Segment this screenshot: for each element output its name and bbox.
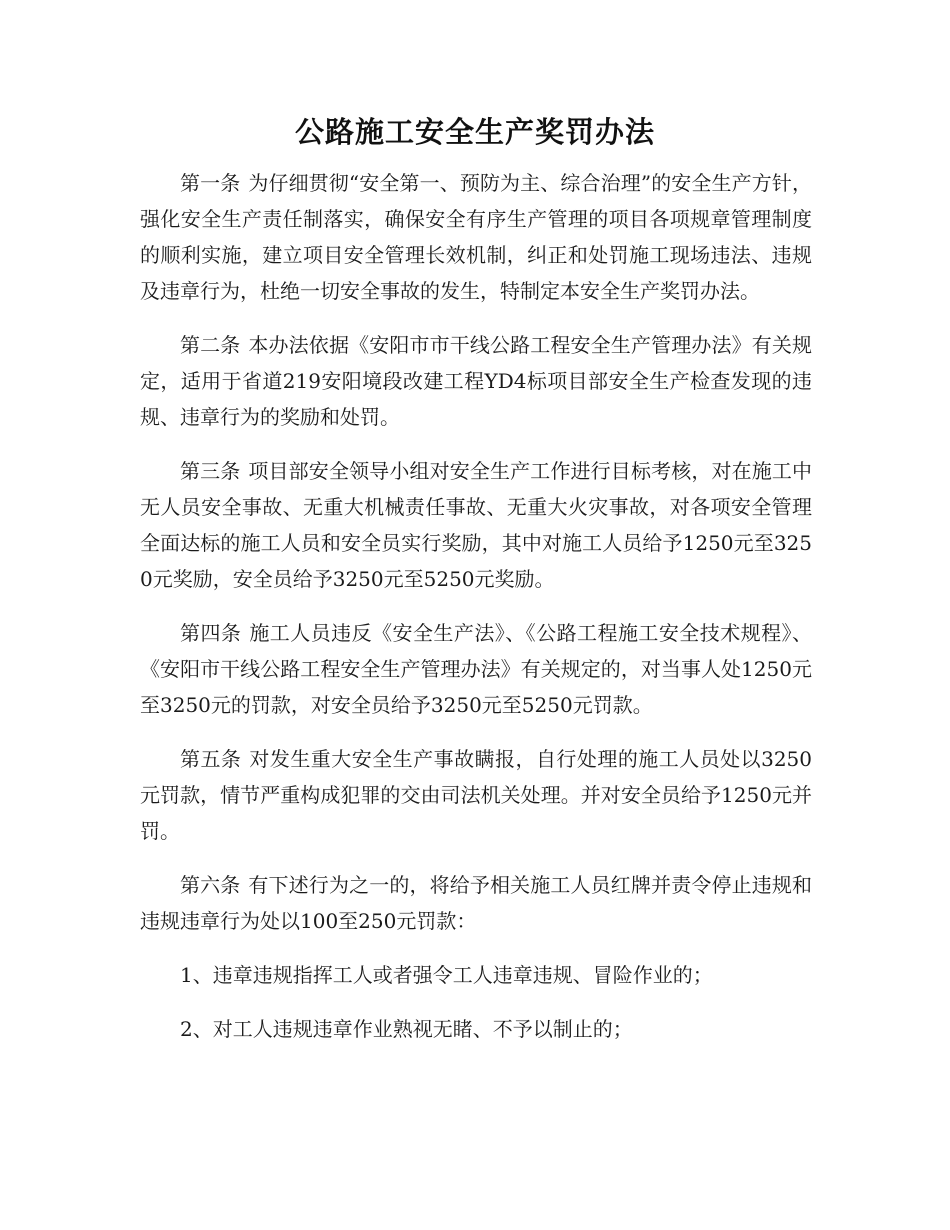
document-body: [140, 165, 812, 1065]
article-label: 第六条: [180, 873, 241, 897]
article-text: 有下述行为之一的，将给予相关施工人员红牌并责令停止违规和违规违章行为处以100至250元罚款：: [140, 873, 813, 933]
article-6: [140, 867, 812, 939]
article-4: [140, 615, 812, 723]
article-label: 第二条: [180, 333, 241, 357]
list-item: 1、违章违规指挥工人或者强令工人违章违规、冒险作业的；: [180, 963, 713, 987]
article-text: 对发生重大安全生产事故瞒报，自行处理的施工人员处以3250元罚款，情节严重构成犯罪的交由司法机关处理。并对安全员给予1250元并罚。: [140, 747, 812, 843]
article-1: [140, 165, 812, 309]
article-label: 第四条: [180, 621, 242, 645]
article-label: 第五条: [180, 747, 242, 771]
article-5: [140, 741, 812, 849]
document-title: 公路施工安全生产奖罚办法: [294, 115, 655, 149]
article-text: 项目部安全领导小组对安全生产工作进行目标考核，对在施工中无人员安全事故、无重大机械责任事故、无重大火灾事故，对各项安全管理全面达标的施工人员和安全员实行奖励，其中对施工人员给予1250元至3250元奖励，安全员给予3250元至5250元奖励。: [140, 459, 813, 591]
article-text: 为仔细贯彻“安全第一、预防为主、综合治理”的安全生产方针，强化安全生产责任制落实，确保安全有序生产管理的项目各项规章管理制度的顺利实施，建立项目安全管理长效机制，纠正和处罚施工现场违法、违规及违章行为，杜绝一切安全事故的发生，特制定本安全生产奖罚办法。: [140, 171, 812, 303]
article-2: [140, 327, 812, 435]
article-3: [140, 453, 812, 597]
article-text: 施工人员违反《安全生产法》、《公路工程施工安全技术规程》、《安阳市干线公路工程安全生产管理办法》有关规定的，对当事人处1250元至3250元的罚款，对安全员给予3250元至5250元罚款。: [140, 621, 813, 717]
list-item: 2、对工人违规违章作业熟视无睹、不予以制止的；: [180, 1017, 633, 1041]
article-label: 第一条: [180, 171, 241, 195]
article-text: 本办法依据《安阳市市干线公路工程安全生产管理办法》有关规定，适用于省道219安阳境段改建工程YD4标项目部安全生产检查发现的违规、违章行为的奖励和处罚。: [140, 333, 813, 429]
article-label: 第三条: [180, 459, 241, 483]
